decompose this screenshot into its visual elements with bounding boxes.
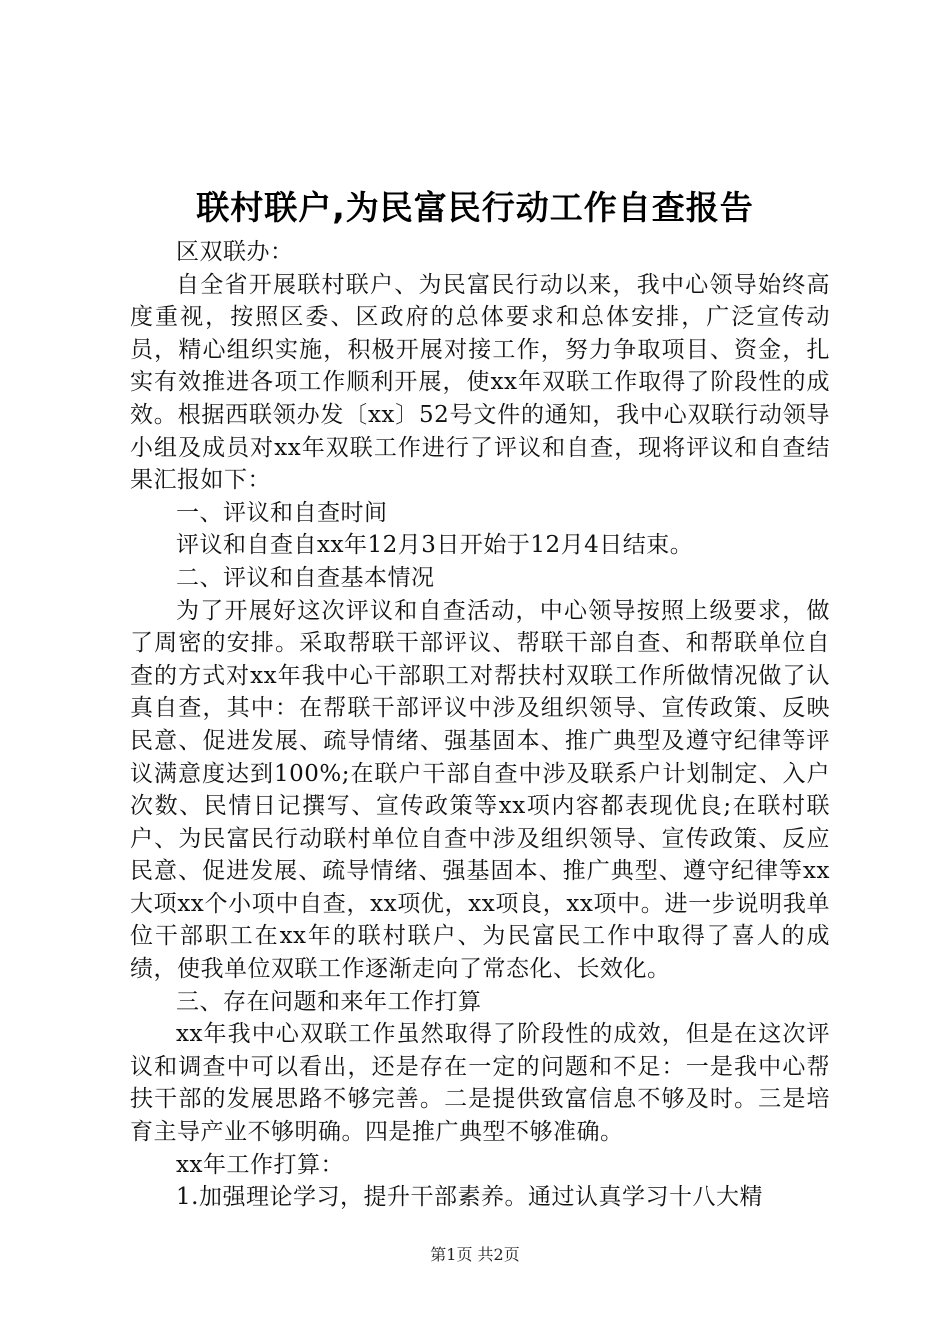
subheading-plan: xx年工作打算： xyxy=(176,1151,344,1178)
section-heading-3: 三、存在问题和来年工作打算 xyxy=(176,988,482,1015)
section-heading-2: 二、评议和自查基本情况 xyxy=(176,564,435,591)
section-heading-1: 一、评议和自查时间 xyxy=(176,499,388,526)
paragraph-plan-1: 1.加强理论学习，提升干部素养。通过认真学习十八大精 xyxy=(176,1184,763,1211)
document-body xyxy=(130,236,830,1214)
salutation: 区双联办： xyxy=(176,239,294,265)
paragraph-intro: 自全省开展联村联户、为民富民行动以来，我中心领导始终高度重视，按照区委、区政府的总体要求和总体安排，广泛宣传动员，精心组织实施，积极开展对接工作，努力争取项目、资金，扎实有效推进各项工作顺利开展，使xx年双联工作取得了阶段性的成效。根据西联领办发〔xx〕52号文件的通知，我中心双联行动领导小组及成员对xx年双联工作进行了评议和自查，现将评议和自查结果汇报如下： xyxy=(130,271,830,494)
paragraph-time: 评议和自查自xx年12月3日开始于12月4日结束。 xyxy=(176,532,694,559)
page-number-footer: 第1页 共2页 xyxy=(430,1245,520,1264)
paragraph-situation: 为了开展好这次评议和自查活动，中心领导按照上级要求，做了周密的安排。采取帮联干部评议、帮联干部自查、和帮联单位自查的方式对xx年我中心干部职工对帮扶村双联工作所做情况做了认真自查，其中：在帮联干部评议中涉及组织领导、宣传政策、反映民意、促进发展、疏导情绪、强基固本、推广典型及遵守纪律等评议满意度达到100%;在联户干部自查中涉及联系户计划制定、入户次数、民情日记撰写、宣传政策等xx项内容都表现优良;在联村联户、为民富民行动联村单位自查中涉及组织领导、宣传政策、反应民意、促进发展、疏导情绪、强基固本、推广典型、遵守纪律等xx大项xx个小项中自查，xx项优，xx项良，xx项中。进一步说明我单位干部职工在xx年的联村联户、为民富民工作中取得了喜人的成绩，使我单位双联工作逐渐走向了常态化、长效化。 xyxy=(130,597,830,983)
paragraph-problems: xx年我中心双联工作虽然取得了阶段性的成效，但是在这次评议和调查中可以看出，还是存在一定的问题和不足：一是我中心帮扶干部的发展思路不够完善。二是提供致富信息不够及时。三是培育主导产业不够明确。四是推广典型不够准确。 xyxy=(130,1021,830,1146)
document-title: 联村联户,为民富民行动工作自查报告 xyxy=(196,188,754,227)
